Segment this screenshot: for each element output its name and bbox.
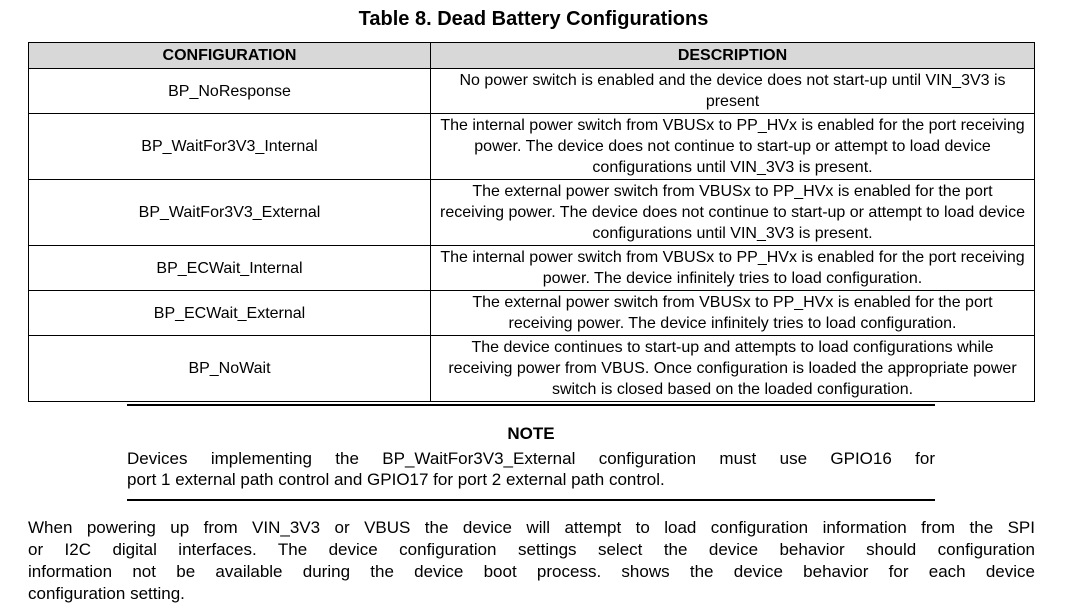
- note-block: [127, 404, 935, 501]
- text-line: or I2C digital interfaces. The device configuration settings select the device behavior should configuration: [28, 540, 1035, 559]
- text-line: configuration setting.: [28, 584, 185, 603]
- description-line: configurations until VIN_3V3 is present.: [592, 159, 873, 176]
- description-line: present: [705, 93, 760, 110]
- description-cell: [431, 180, 1034, 245]
- description-line: switch is closed based on the loaded configuration.: [551, 381, 914, 398]
- text-line: port 1 external path control and GPIO17 for port 2 external path control.: [127, 470, 665, 489]
- configuration-cell: BP_NoResponse: [29, 69, 431, 113]
- configuration-cell: BP_WaitFor3V3_External: [29, 180, 431, 245]
- description-line: power. The device infinitely tries to load configuration.: [542, 270, 923, 287]
- description-cell: [431, 69, 1034, 113]
- note-heading: NOTE: [507, 424, 555, 443]
- description-line: receiving power. The device infinitely tries to load configuration.: [508, 315, 957, 332]
- text-line: Devices implementing the BP_WaitFor3V3_External configuration must use GPIO16 for: [127, 449, 935, 468]
- text-line: When powering up from VIN_3V3 or VBUS the device will attempt to load configuration information from the SPI: [28, 518, 1035, 537]
- table-row: [29, 290, 1034, 335]
- configuration-cell: BP_ECWait_Internal: [29, 246, 431, 290]
- description-cell: [431, 291, 1034, 335]
- configuration-cell: BP_NoWait: [29, 336, 431, 401]
- description-line: receiving power from VBUS. Once configuration is loaded the appropriate power: [448, 360, 1017, 377]
- description-line: The internal power switch from VBUSx to PP_HVx is enabled for the port receiving: [440, 117, 1025, 134]
- note-text: [127, 448, 935, 490]
- note-bottom-rule: [127, 499, 935, 501]
- description-cell: [431, 246, 1034, 290]
- description-line: No power switch is enabled and the device does not start-up until VIN_3V3 is: [459, 72, 1006, 89]
- description-cell: [431, 114, 1034, 179]
- description-line: The device continues to start-up and attempts to load configurations while: [471, 339, 994, 356]
- table-row: [29, 113, 1034, 179]
- body-paragraph: [28, 517, 1035, 605]
- text-line: information not be available during the device boot process. shows the device behavior for each device: [28, 562, 1035, 581]
- configuration-cell: BP_WaitFor3V3_Internal: [29, 114, 431, 179]
- configuration-cell: BP_ECWait_External: [29, 291, 431, 335]
- description-cell: [431, 336, 1034, 401]
- table-row: [29, 245, 1034, 290]
- description-line: The internal power switch from VBUSx to PP_HVx is enabled for the port receiving: [440, 249, 1025, 266]
- description-line: receiving power. The device does not continue to start-up or attempt to load device: [440, 204, 1025, 221]
- table-row: [29, 335, 1034, 401]
- description-line: The external power switch from VBUSx to PP_HVx is enabled for the port: [472, 294, 993, 311]
- table-header-row: [29, 43, 1034, 68]
- description-line: configurations until VIN_3V3 is present.: [592, 225, 873, 242]
- table-body: [29, 68, 1034, 401]
- description-line: The external power switch from VBUSx to PP_HVx is enabled for the port: [472, 183, 993, 200]
- table-row: [29, 179, 1034, 245]
- table-row: [29, 68, 1034, 113]
- description-column-header: DESCRIPTION: [677, 47, 788, 64]
- dead-battery-configurations-table: [28, 42, 1035, 402]
- table-title: Table 8. Dead Battery Configurations: [358, 8, 709, 30]
- note-top-rule: [127, 404, 935, 406]
- description-line: power. The device does not continue to start-up or attempt to load device: [474, 138, 991, 155]
- configuration-column-header: CONFIGURATION: [29, 43, 431, 68]
